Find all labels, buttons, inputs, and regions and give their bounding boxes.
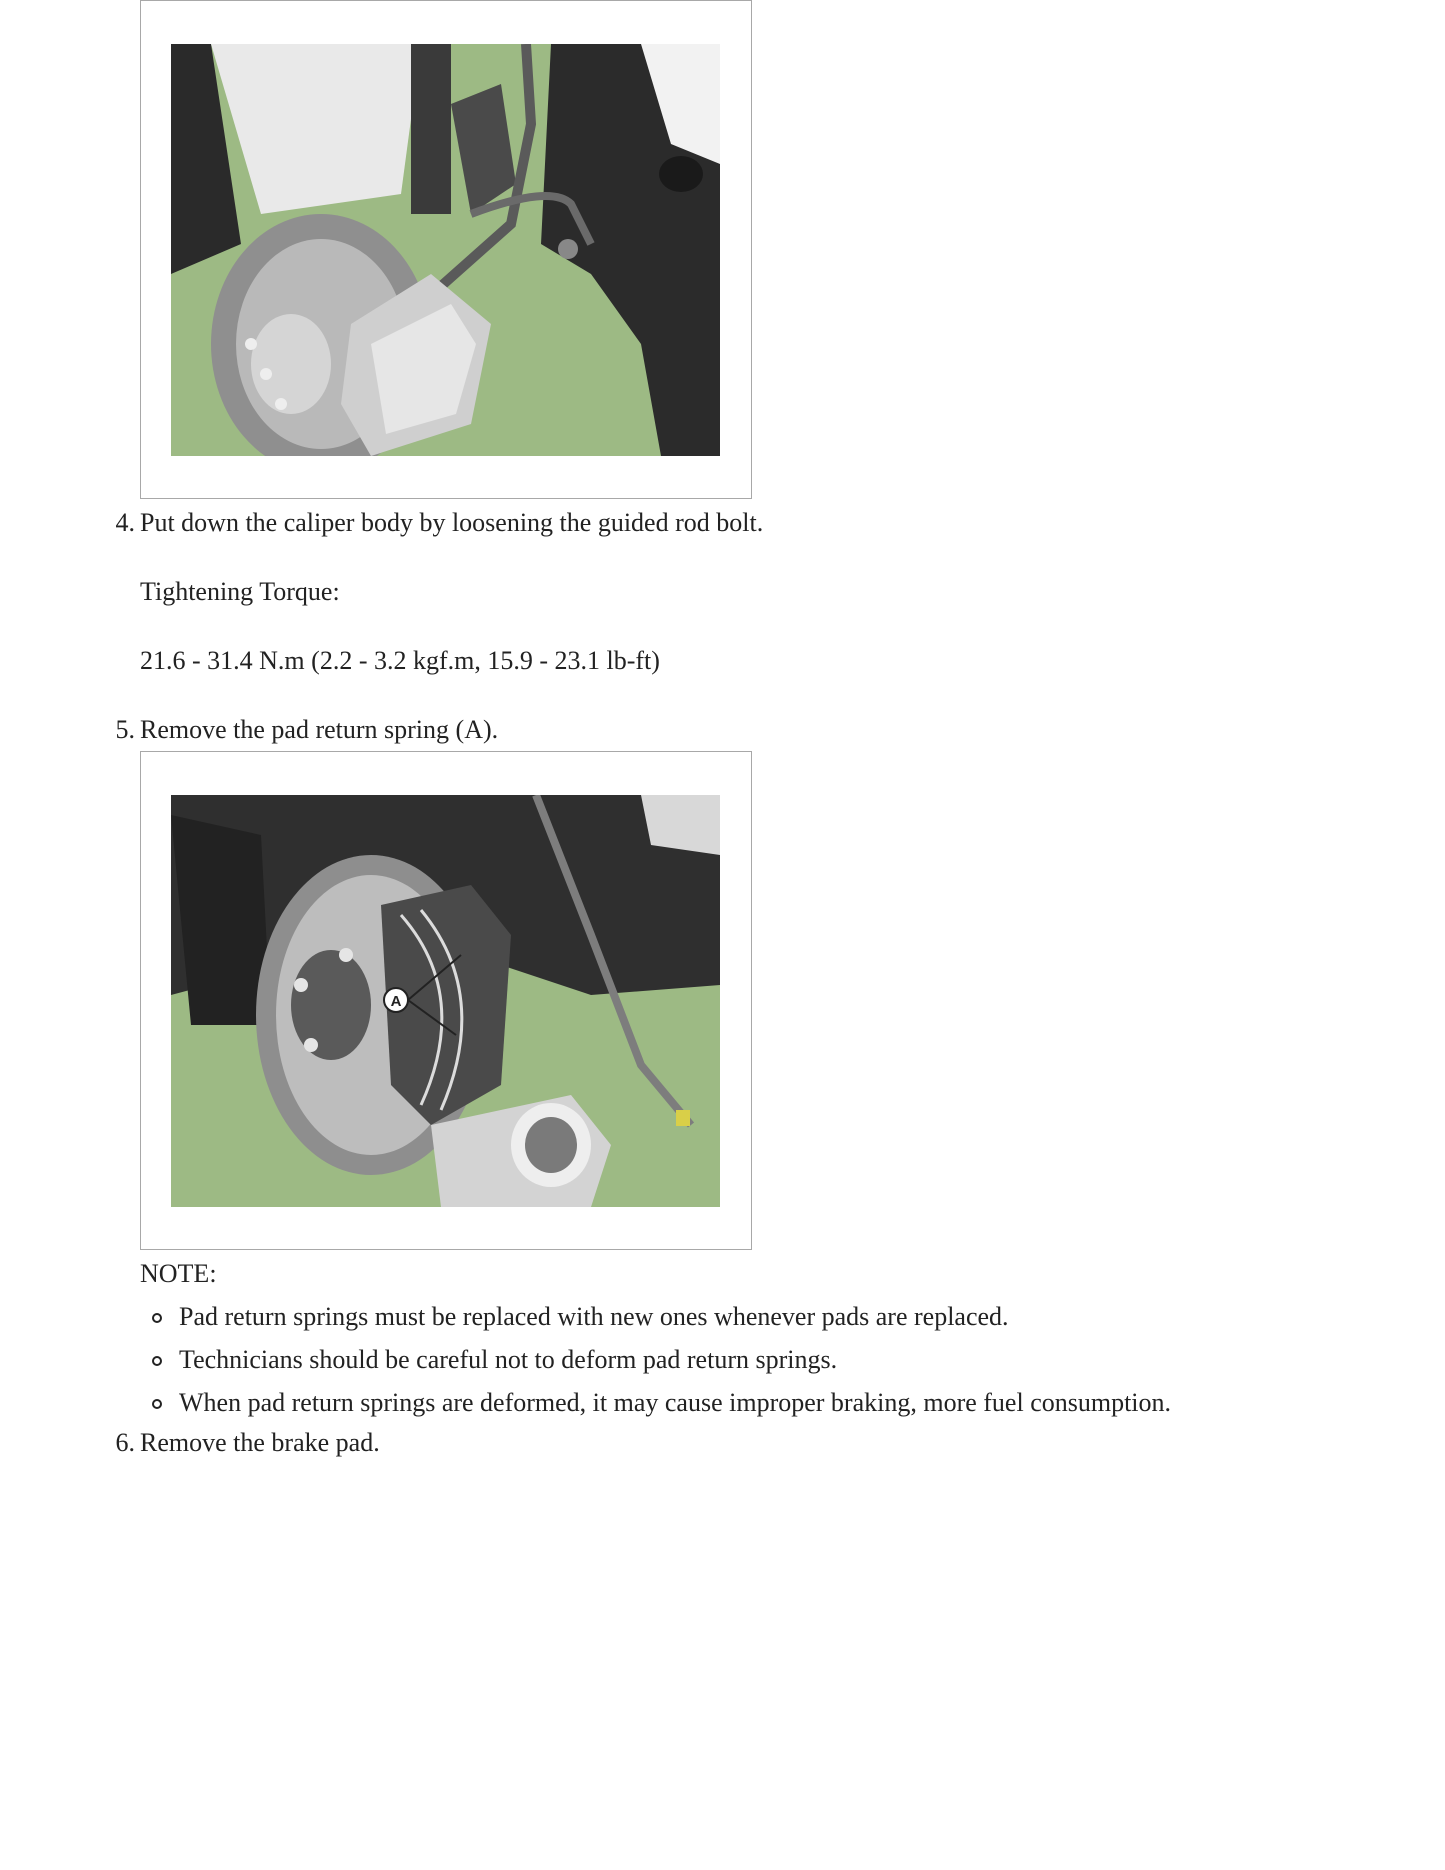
figure-pad-return-spring [140, 751, 752, 1250]
note-item-2: Technicians should be careful not to deform pad return springs. [179, 1345, 838, 1374]
callout-a-label: A [390, 993, 402, 1010]
figure-caliper-hose [140, 0, 752, 499]
note-item-3: When pad return springs are deformed, it may cause improper braking, more fuel consumption. [179, 1388, 1172, 1417]
torque-value: 21.6 - 31.4 N.m (2.2 - 3.2 kgf.m, 15.9 - 23.1 lb-ft) [140, 646, 660, 675]
step-6-text: Remove the brake pad. [140, 1428, 380, 1457]
note-bullet [152, 1399, 162, 1409]
note-label: NOTE: [140, 1259, 217, 1288]
step-4-text: Put down the caliper body by loosening the guided rod bolt. [140, 508, 764, 537]
note-item-1: Pad return springs must be replaced with new ones whenever pads are replaced. [179, 1302, 1009, 1331]
step-4-number: 4. [115, 508, 135, 537]
note-bullet [152, 1356, 162, 1366]
note-bullet [152, 1313, 162, 1323]
brake-caliper-hose-photo-icon [171, 44, 720, 456]
brake-pad-return-spring-photo-icon [171, 795, 720, 1207]
torque-label: Tightening Torque: [140, 577, 340, 606]
step-5-number: 5. [115, 715, 135, 744]
step-6-number: 6. [115, 1428, 135, 1457]
step-5-text: Remove the pad return spring (A). [140, 715, 499, 744]
